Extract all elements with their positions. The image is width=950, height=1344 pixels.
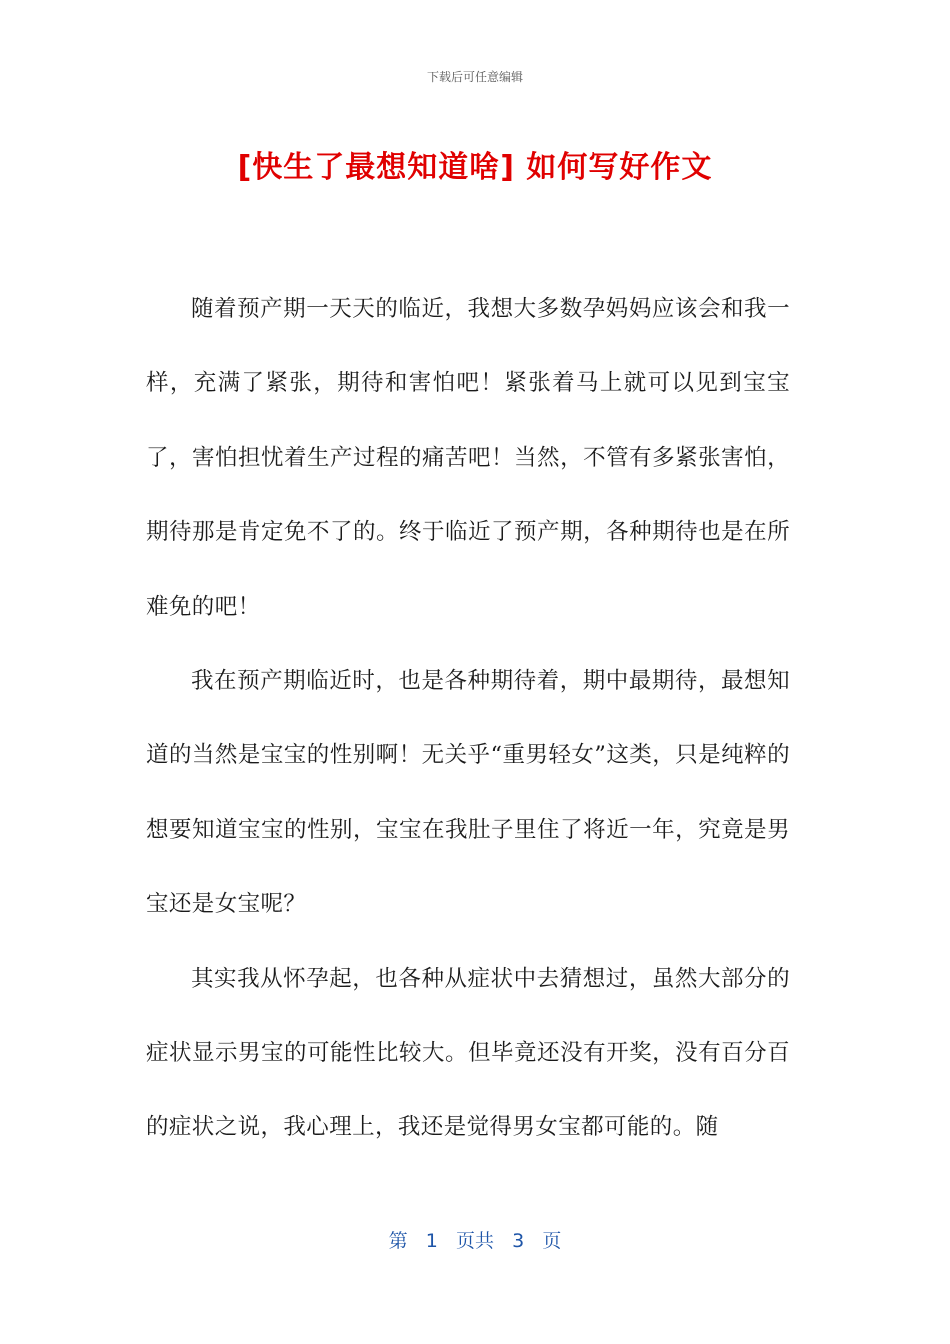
footer-page-middle: 页共 [455, 1230, 494, 1252]
paragraph-3: 其实我从怀孕起，也各种从症状中去猜想过，虽然大部分的症状显示男宝的可能性比较大。但毕竟还没有开奖，没有百分百的症状之说，我心理上，我还是觉得男女宝都可能的。随 [146, 965, 790, 1141]
document-title: [快生了最想知道啥] 如何写好作文 [237, 150, 713, 185]
footer-total-pages: 3 [512, 1230, 525, 1252]
footer-page-prefix: 第 [388, 1230, 408, 1252]
paragraph-1: 随着预产期一天天的临近，我想大多数孕妈妈应该会和我一样，充满了紧张，期待和害怕吧！紧张着马上就可以见到宝宝了，害怕担忧着生产过程的痛苦吧！当然，不管有多紧张害怕，期待那是肯定免不了的。终于临近了预产期，各种期待也是在所难免的吧！ [146, 296, 790, 620]
page-footer [0, 1226, 950, 1253]
paragraph-2: 我在预产期临近时，也是各种期待着，期中最期待，最想知道的当然是宝宝的性别啊！无关乎“重男轻女”这类，只是纯粹的想要知道宝宝的性别，宝宝在我肚子里住了将近一年，究竟是男宝还是女宝呢？ [146, 668, 790, 918]
footer-current-page: 1 [425, 1230, 438, 1252]
footer-page-suffix: 页 [542, 1230, 562, 1252]
header-note: 下载后可任意编辑 [426, 70, 523, 84]
document-body [146, 272, 790, 1165]
